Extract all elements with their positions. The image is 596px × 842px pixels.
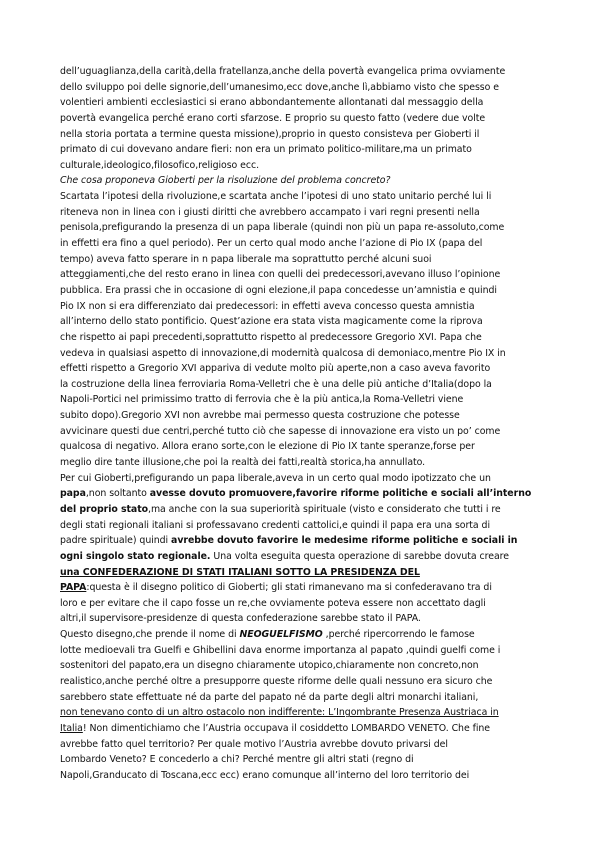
text-line: qualcosa di negativo. Allora erano sorte,con le elezione di Pio IX tante speranze,forse per <box>60 441 475 453</box>
text-line: meglio dire tante illusione,che poi la realtà dei fatti,realtà storica,ha annullato. <box>60 457 426 469</box>
text-line: all’interno dello stato pontificio. Quest’azione era stata vista magicamente come la riprova <box>60 316 483 328</box>
bold-underlined-text: PAPA <box>60 582 87 594</box>
text-line: lotte medioevali tra Guelfi e Ghibellini dava enorme importanza al papato ,quindi guelfi come i <box>60 644 501 656</box>
text-line <box>60 533 538 549</box>
text-line: tempo) aveva fatto sperare in n papa liberale ma soprattutto perché alcuni suoi <box>60 253 432 265</box>
text-line <box>60 486 538 502</box>
text-line: dell’uguaglianza,della carità,della fratellanza,anche della povertà evangelica prima ovviamente <box>60 66 506 77</box>
bold-text: avesse dovuto promuovere,favorire riforme politiche e sociali all’interno <box>149 488 532 500</box>
underlined-text: Italia <box>60 722 83 734</box>
text-line: la costruzione della linea ferroviaria Roma-Velletri che è una delle più antiche d’Italia(dopo la <box>60 378 492 390</box>
text-line <box>60 549 538 565</box>
text-line <box>60 502 538 518</box>
text-line: nella storia portata a termine questa missione),proprio in questo consisteva per Gioberti il <box>60 128 480 140</box>
plain-text: ,perché ripercorrendo le famose <box>322 629 475 641</box>
text-line: volentieri ambienti ecclesiastici si erano abbondantemente allontanati dal messaggio della <box>60 97 484 109</box>
text-line: Napoli-Portici nel primissimo tratto di ferrovia che è la più antica,la Roma-Velletri viene <box>60 394 464 406</box>
text-line: degli stati regionali italiani si professavano credenti cattolici,e quindi il papa era una sorta di <box>60 519 490 531</box>
text-line: sostenitori del papato,era un disegno chiaramente utopico,chiaramente non concreto,non <box>60 660 479 672</box>
plain-text: padre spirituale) quindi <box>60 535 172 547</box>
text-line: sarebbero state effettuate né da parte del papato né da parte degli altri monarchi italiani, <box>60 691 479 703</box>
plain-text: Una volta eseguita questa operazione di sarebbe dovuta creare <box>210 550 509 562</box>
text-line: dello sviluppo poi delle signorie,dell’umanesimo,ecc dove,anche lì,abbiamo visto che spesso e <box>60 81 499 93</box>
plain-text: ! Non dimentichiamo che l’Austria occupava il cosiddetto LOMBARDO VENETO. Che fine <box>82 722 491 734</box>
section-question: Che cosa proponeva Gioberti per la risoluzione del problema concreto? <box>60 175 391 187</box>
text-line: culturale,ideologico,filosofico,religioso ecc. <box>60 159 260 171</box>
text-line: realistico,anche perché oltre a presupporre queste riforme delle quali nessuno era sicuro che <box>60 675 493 687</box>
text-line: atteggiamenti,che del resto erano in linea con quelli dei predecessori,avevano illuso l’opinione <box>60 269 501 281</box>
text-line: riteneva non in linea con i giusti diritti che avrebbero accampato i vari regni presenti nella <box>60 206 480 218</box>
text-line: Scartata l’ipotesi della rivoluzione,e scartata anche l’ipotesi di uno stato unitario perché lui li <box>60 191 492 203</box>
text-line: che rispetto ai papi precedenti,soprattutto rispetto al predecessore Gregorio XVI. Papa che <box>60 331 482 343</box>
plain-text: Questo disegno,che prende il nome di <box>60 629 240 641</box>
bold-text: ogni singolo stato regionale. <box>60 550 211 562</box>
plain-text: ,ma anche con la sua superiorità spirituale (visto e considerato che tutti i re <box>148 503 501 515</box>
text-line: Pio IX non si era differenziato dai predecessori: in effetti aveva concesso questa amnistia <box>60 300 475 312</box>
bold-underlined-text: una CONFEDERAZIONE DI STATI ITALIANI SOTTO LA PRESIDENZA DEL <box>60 566 420 578</box>
text-line: effetti rispetto a Gregorio XVI appariva di vedute molto più aperte,non a caso aveva favorito <box>60 363 491 375</box>
text-line: avrebbe fatto quel territorio? Per quale motivo l’Austria avrebbe dovuto privarsi del <box>60 738 448 750</box>
text-line <box>60 721 538 737</box>
text-line: povertà evangelica perché erano corti sfarzose. E proprio su questo fatto (vedere due volte <box>60 112 486 124</box>
text-line: Napoli,Granducato di Toscana,ecc ecc) erano comunque all’interno del loro territorio dei <box>60 769 470 781</box>
text-line: Per cui Gioberti,prefigurando un papa liberale,aveva in un certo qual modo ipotizzato che un <box>60 472 491 484</box>
text-line <box>60 580 538 596</box>
text-line: pubblica. Era prassi che in occasione di ogni elezione,il papa concedesse un’amnistia e quindi <box>60 284 497 296</box>
text-line: avvicinare questi due centri,perché tutto ciò che sapesse di innovazione era visto un po’ come <box>60 425 501 437</box>
bold-text: papa <box>60 488 86 500</box>
body-text <box>60 64 538 783</box>
bold-italic-text: NEOGUELFISMO <box>239 629 323 641</box>
text-line: subito dopo).Gregorio XVI non avrebbe mai permesso questa costruzione che potesse <box>60 410 460 422</box>
text-line: vedeva in qualsiasi aspetto di innovazione,di modernità qualcosa di demoniaco,mentre Pio IX in <box>60 347 506 359</box>
text-line: Lombardo Veneto? E concederlo a chi? Perché mentre gli altri stati (regno di <box>60 754 414 766</box>
plain-text: ,non soltanto <box>85 488 150 500</box>
text-line: penisola,prefigurando la presenza di un papa liberale (quindi non più un papa re-assoluto,come <box>60 222 505 234</box>
plain-text: :questa è il disegno politico di Gioberti; gli stati rimanevano ma si confederavano tra di <box>86 582 492 594</box>
bold-text: del proprio stato <box>60 503 149 515</box>
text-line: loro e per evitare che il capo fosse un re,che ovviamente poteva essere non accettato dagli <box>60 597 486 609</box>
text-line <box>60 565 538 581</box>
text-line <box>60 627 538 643</box>
underlined-line: non tenevano conto di un altro ostacolo non indifferente: L’Ingombrante Presenza Austriaca in <box>60 707 499 719</box>
text-line: altri,il supervisore-presidenze di questa confederazione sarebbe stato il PAPA. <box>60 613 421 625</box>
bold-text: avrebbe dovuto favorire le medesime riforme politiche e sociali in <box>171 535 518 547</box>
text-line: in effetti era fino a quel periodo). Per un certo qual modo anche l’azione di Pio IX (papa del <box>60 238 483 250</box>
text-line: primato di cui dovevano andare fieri: non era un primato politico-militare,ma un primato <box>60 144 472 156</box>
